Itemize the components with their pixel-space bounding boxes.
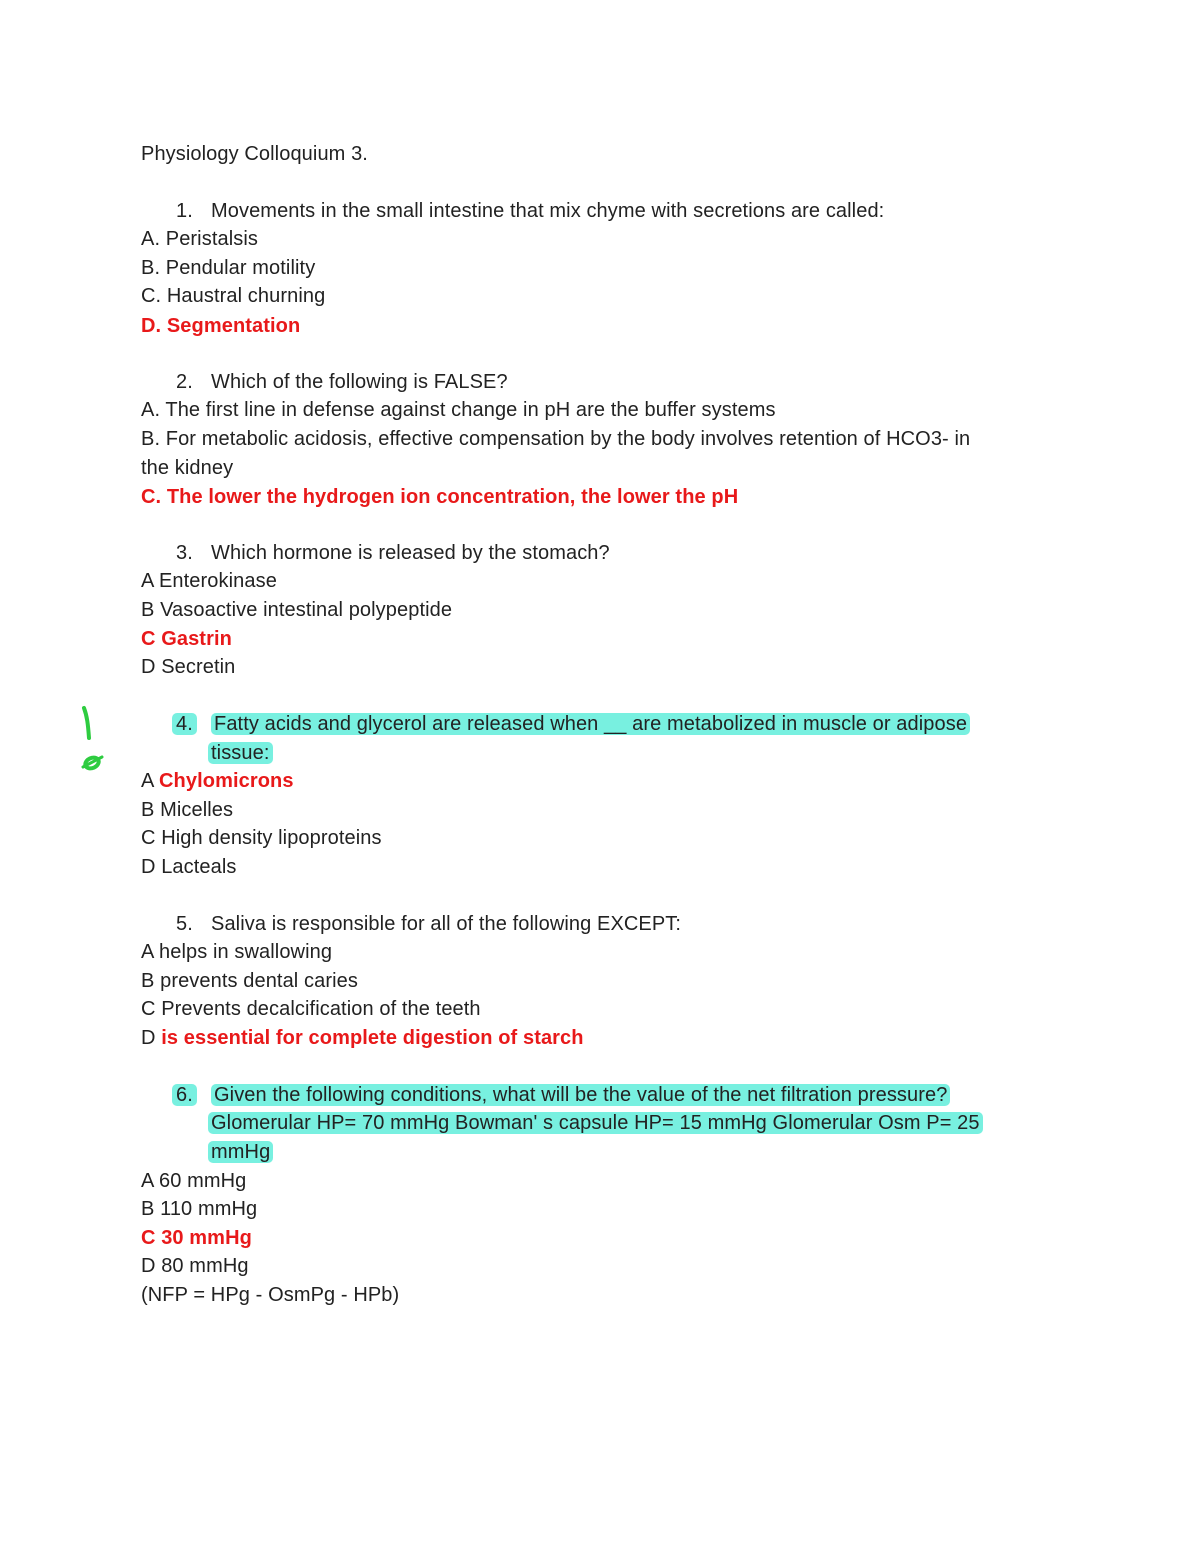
- option-6c-answer: C 30 mmHg: [141, 1227, 252, 1249]
- question-number: 4.: [172, 713, 197, 735]
- option-6d: D 80 mmHg: [141, 1255, 249, 1277]
- question-6-continued: [208, 1109, 983, 1137]
- question-number: 1.: [176, 200, 193, 222]
- option-2b-line2: the kidney: [141, 457, 234, 479]
- option-6a: A 60 mmHg: [141, 1170, 247, 1192]
- question-6: [176, 1081, 950, 1109]
- option-3b: B Vasoactive intestinal polypeptide: [141, 599, 453, 621]
- question-text: Movements in the small intestine that mix chyme with secretions are called:: [211, 200, 885, 222]
- option-2b-line1: B. For metabolic acidosis, effective compensation by the body involves retention of HCO3- in: [141, 428, 971, 450]
- question-text-line2: Glomerular HP= 70 mmHg Bowman' s capsule HP= 15 mmHg Glomerular Osm P= 25: [208, 1112, 983, 1134]
- option-1b: B. Pendular motility: [141, 257, 316, 279]
- question-text-line1: Fatty acids and glycerol are released when __ are metabolized in muscle or adipose: [211, 713, 970, 735]
- option-3a: A Enterokinase: [141, 570, 277, 592]
- question-1: [176, 197, 884, 225]
- question-6-continued-2: [208, 1138, 273, 1166]
- option-4a: [141, 767, 294, 795]
- question-3: [176, 539, 610, 567]
- option-letter: D: [141, 1027, 156, 1049]
- option-5d-answer: is essential for complete digestion of starch: [161, 1027, 584, 1049]
- option-4c: C High density lipoproteins: [141, 827, 382, 849]
- option-4b: B Micelles: [141, 799, 234, 821]
- option-4d: D Lacteals: [141, 856, 237, 878]
- option-letter: A: [141, 770, 154, 792]
- question-text-line1: Given the following conditions, what will be the value of the net filtration pressure?: [211, 1084, 950, 1106]
- question-4: [176, 710, 970, 738]
- question-text-line3: mmHg: [208, 1141, 273, 1163]
- option-5b: B prevents dental caries: [141, 970, 358, 992]
- question-number: 3.: [176, 542, 193, 564]
- question-number: 6.: [172, 1084, 197, 1106]
- option-2a: A. The first line in defense against change in pH are the buffer systems: [141, 399, 776, 421]
- question-number: 2.: [176, 371, 193, 393]
- option-5c: C Prevents decalcification of the teeth: [141, 998, 481, 1020]
- option-4a-answer: Chylomicrons: [159, 770, 294, 792]
- option-1c: C. Haustral churning: [141, 285, 326, 307]
- formula-note: (NFP = HPg - OsmPg - HPb): [141, 1284, 400, 1306]
- document-title: Physiology Colloquium 3.: [141, 143, 368, 165]
- option-3c-answer: C Gastrin: [141, 628, 232, 650]
- question-5: [176, 910, 681, 938]
- option-1d-answer: D. Segmentation: [141, 315, 301, 337]
- question-text: Saliva is responsible for all of the following EXCEPT:: [211, 913, 682, 935]
- option-5a: A helps in swallowing: [141, 941, 333, 963]
- question-text-line2: tissue:: [208, 742, 273, 764]
- question-text: Which hormone is released by the stomach?: [211, 542, 610, 564]
- question-text: Which of the following is FALSE?: [211, 371, 508, 393]
- option-2c-answer: C. The lower the hydrogen ion concentration, the lower the pH: [141, 486, 739, 508]
- option-1a: A. Peristalsis: [141, 228, 258, 250]
- option-5d: [141, 1024, 584, 1052]
- question-4-continued: [208, 739, 273, 767]
- question-number: 5.: [176, 913, 193, 935]
- question-2: [176, 368, 508, 396]
- handwritten-check-icon: [74, 700, 114, 780]
- option-3d: D Secretin: [141, 656, 236, 678]
- option-6b: B 110 mmHg: [141, 1198, 258, 1220]
